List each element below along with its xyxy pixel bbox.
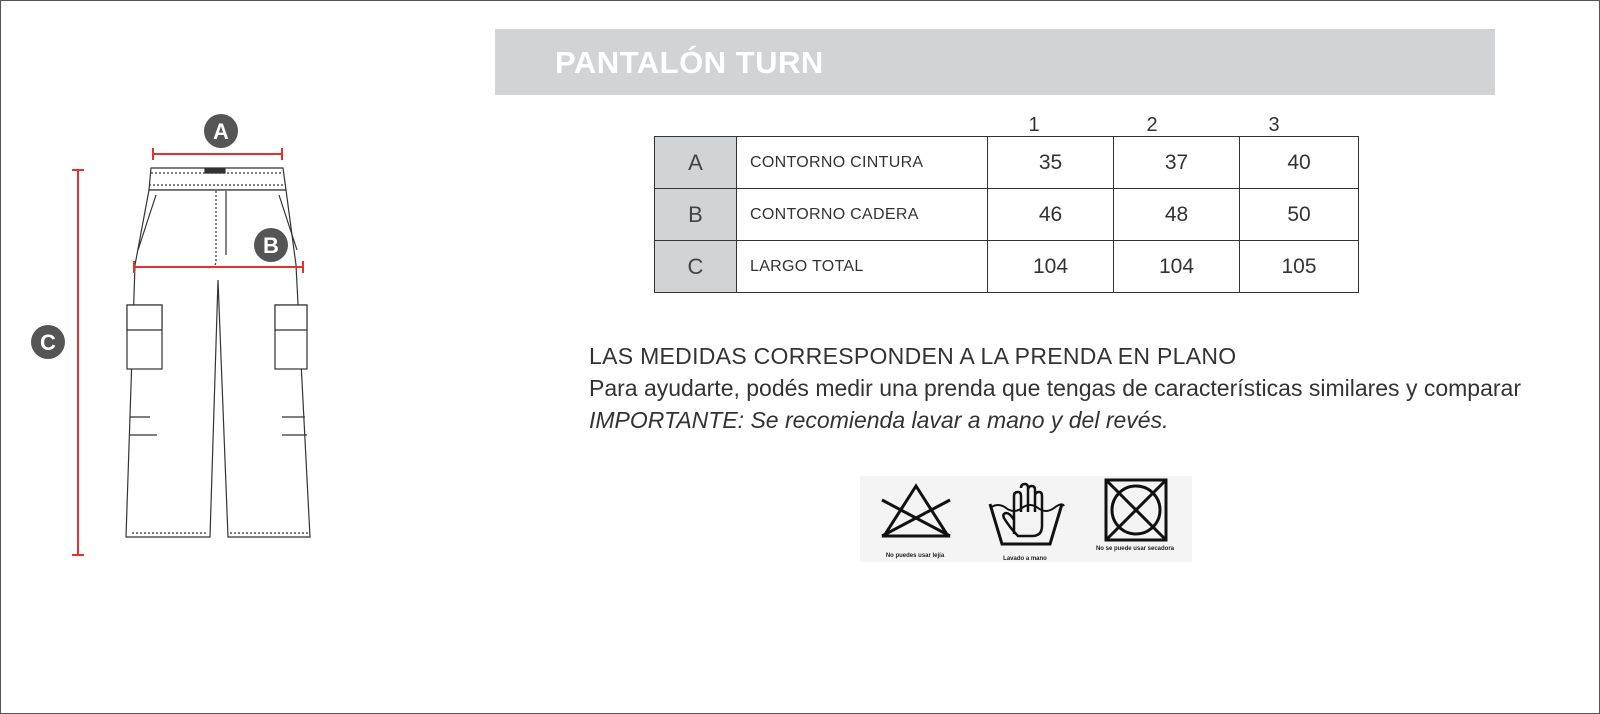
- care-label: No se puede usar secadora: [1095, 546, 1175, 552]
- pants-outline: [126, 168, 310, 537]
- care-item: [970, 476, 1080, 562]
- row-value: 48: [1114, 189, 1240, 241]
- notes-tip: Para ayudarte, podés medir una prenda que tengas de características similares y comparar: [589, 375, 1521, 401]
- row-code: A: [655, 137, 737, 189]
- row-value: 50: [1240, 189, 1359, 241]
- row-value: 37: [1114, 137, 1240, 189]
- size-headers: [974, 114, 1336, 138]
- table-row: [655, 241, 1359, 293]
- care-item: [860, 476, 970, 562]
- row-label: CONTORNO CINTURA: [737, 137, 988, 189]
- row-value: 46: [988, 189, 1114, 241]
- pants-diagram: [20, 105, 340, 575]
- row-label: CONTORNO CADERA: [737, 189, 988, 241]
- care-instructions: [860, 476, 1192, 562]
- title-bar: [495, 29, 1495, 95]
- no-bleach-icon: [876, 478, 956, 544]
- row-value: 104: [1114, 241, 1240, 293]
- marker-b: [254, 228, 288, 262]
- length-measure-line: [72, 170, 84, 555]
- notes-heading: LAS MEDIDAS CORRESPONDEN A LA PRENDA EN PLANO: [589, 343, 1237, 369]
- row-value: 104: [988, 241, 1114, 293]
- page-title: PANTALÓN TURN: [555, 45, 824, 80]
- svg-text:A: A: [213, 119, 229, 144]
- marker-c: [31, 325, 65, 359]
- table-row: [655, 189, 1359, 241]
- row-value: 40: [1240, 137, 1359, 189]
- notes-important: IMPORTANTE: Se recomienda lavar a mano y del revés.: [589, 407, 1169, 433]
- svg-text:B: B: [263, 233, 279, 258]
- size-header-2: 2: [1146, 114, 1158, 136]
- hand-wash-icon: [986, 478, 1066, 548]
- marker-a: [204, 114, 238, 148]
- care-label: No puedes usar lejía: [885, 553, 945, 559]
- care-item: [1080, 476, 1190, 562]
- no-tumble-dry-icon: [1096, 478, 1176, 544]
- size-header-1: 1: [1028, 114, 1040, 136]
- row-code: C: [655, 241, 737, 293]
- care-label: Lavado a mano: [1003, 556, 1047, 562]
- notes: [589, 340, 1589, 436]
- size-header-3: 3: [1268, 114, 1280, 136]
- row-label: LARGO TOTAL: [737, 241, 988, 293]
- row-code: B: [655, 189, 737, 241]
- table-row: [655, 137, 1359, 189]
- waist-measure-line: [153, 148, 282, 160]
- size-table: [654, 136, 1359, 293]
- svg-text:C: C: [40, 330, 56, 355]
- row-value: 105: [1240, 241, 1359, 293]
- row-value: 35: [988, 137, 1114, 189]
